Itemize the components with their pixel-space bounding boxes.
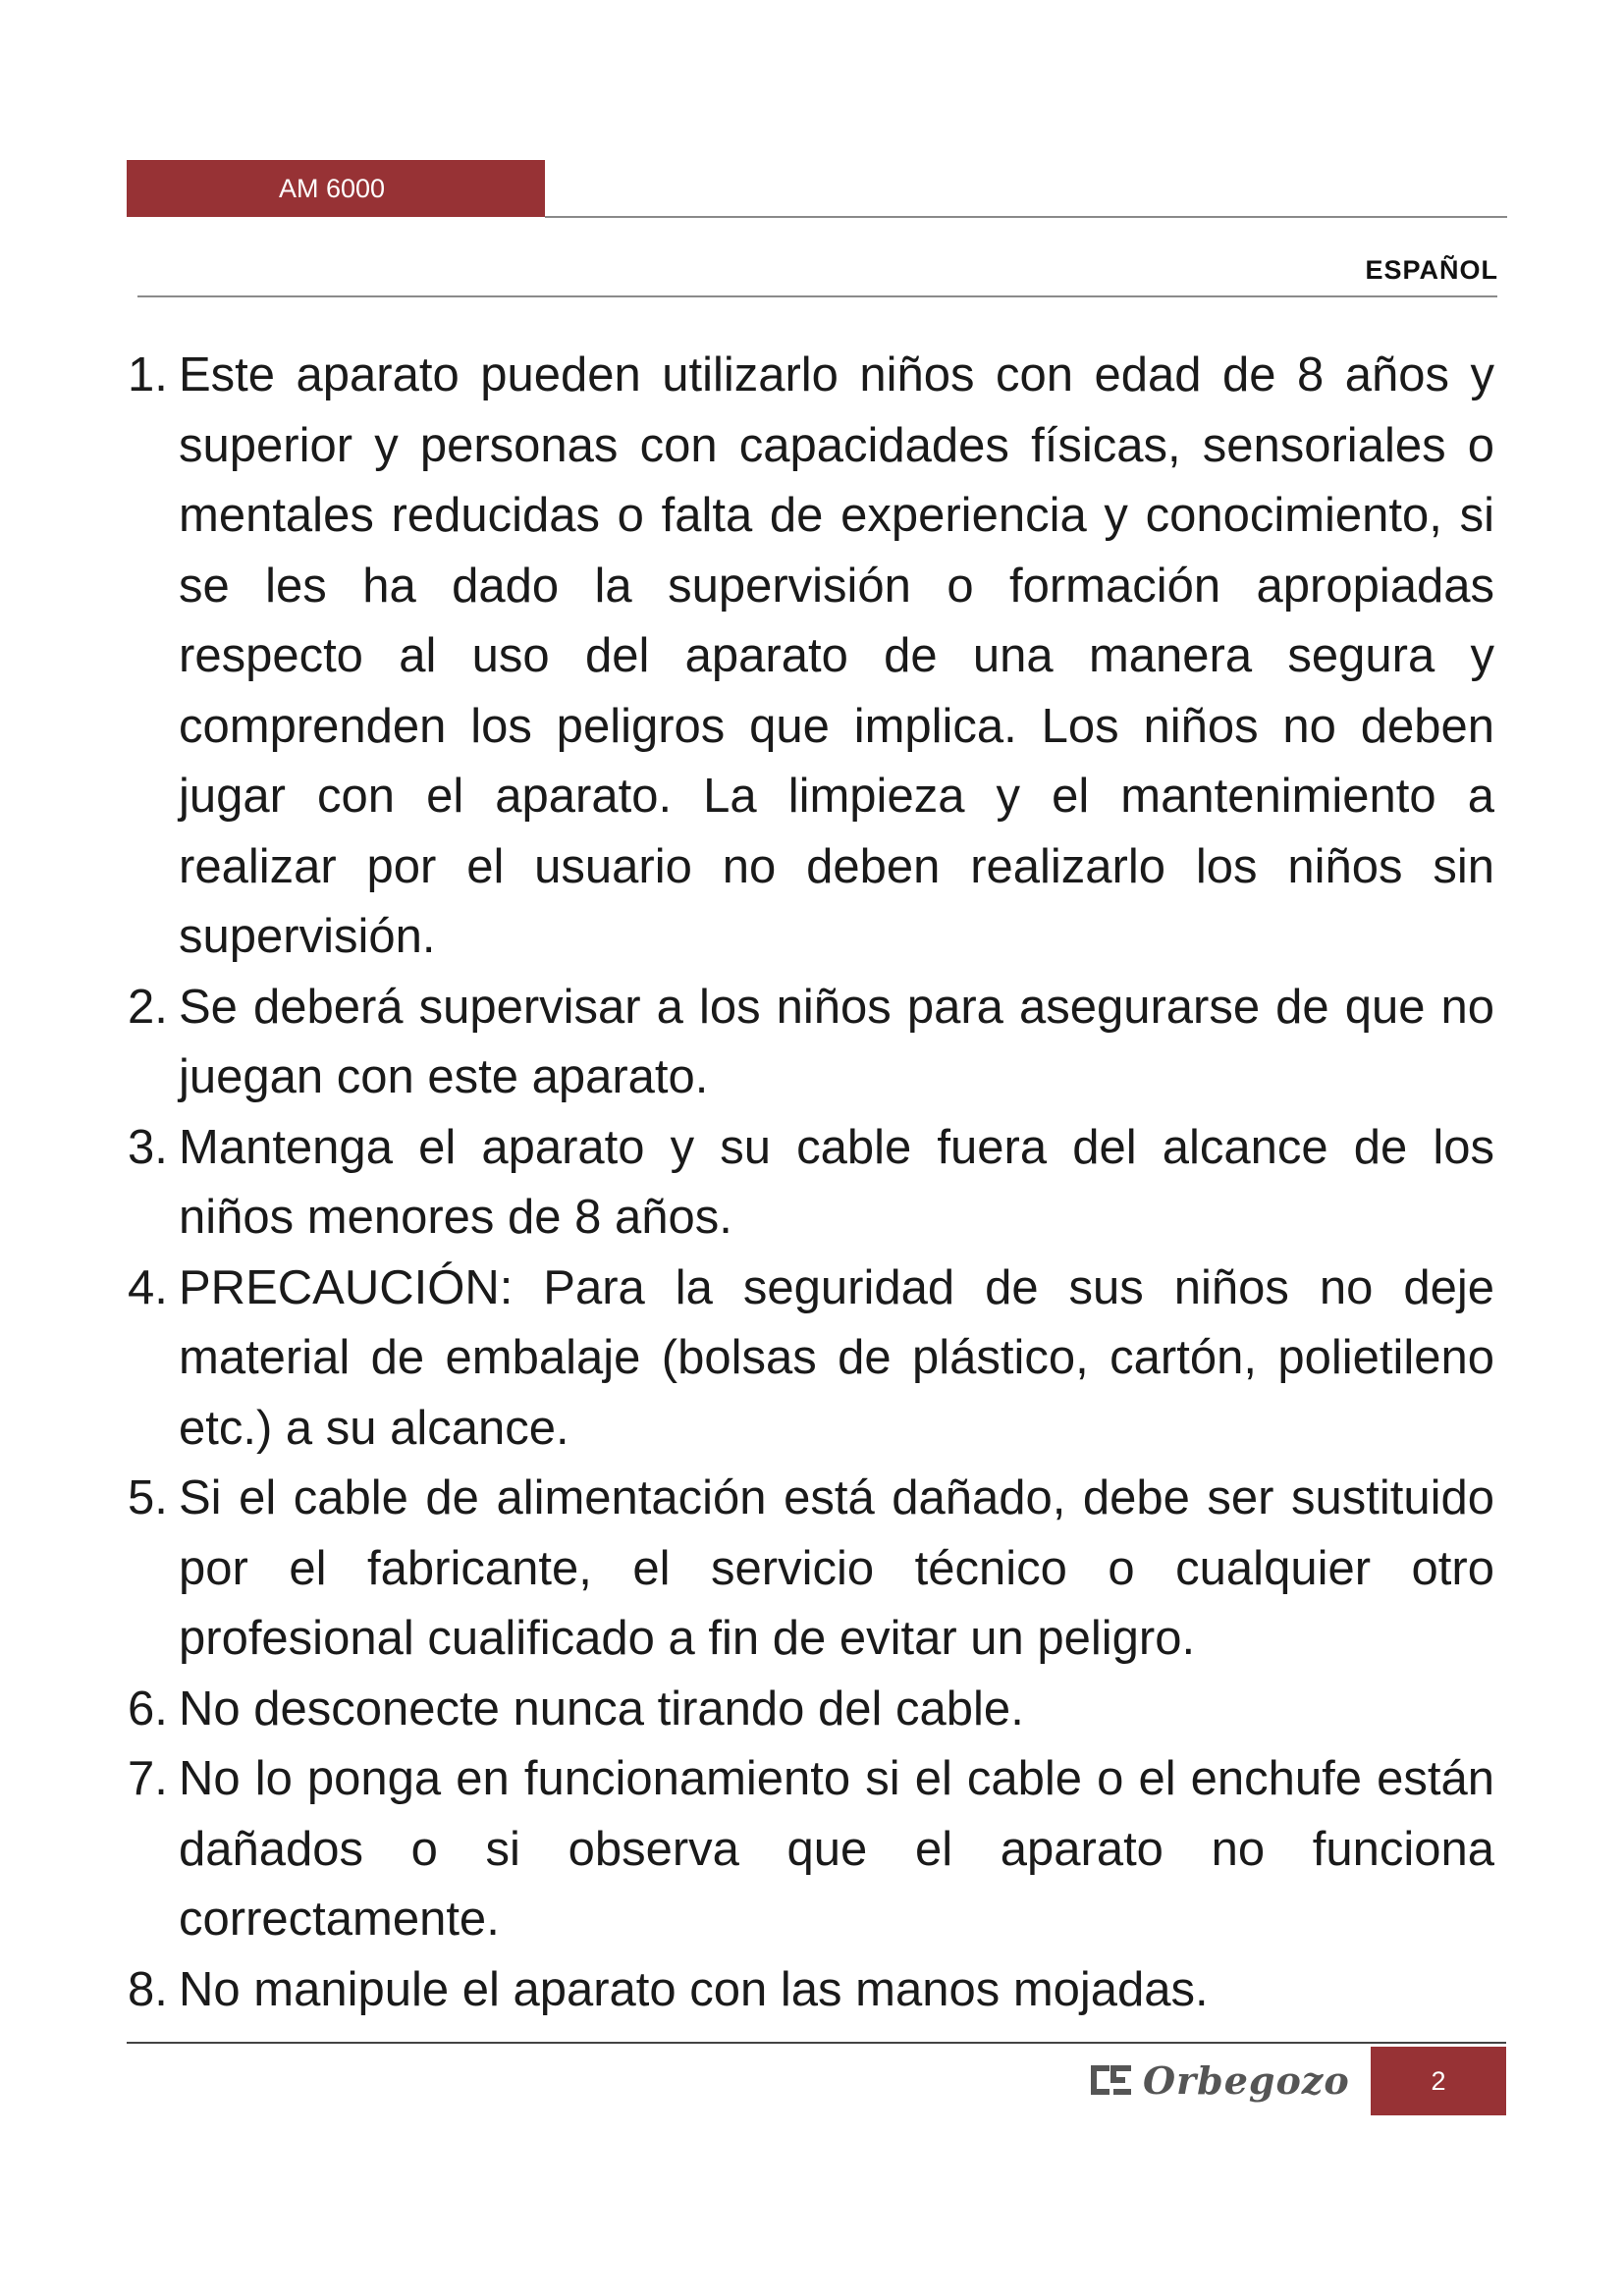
item-number: 3. <box>128 1120 168 1174</box>
footer-rule <box>127 2042 1506 2044</box>
header-rule <box>545 216 1507 218</box>
list-item <box>128 973 1494 1113</box>
item-text: Si el cable de alimentación está dañado, debe ser sustituido por el fabricante, el servicio técnico o cualquier otro profesional cualificado a fin de evitar un peligro. <box>179 1471 1494 1665</box>
model-tab <box>127 160 545 217</box>
list-item <box>128 1744 1494 1955</box>
model-label: AM 6000 <box>279 174 386 203</box>
brand-name: Orbegozo <box>1143 2057 1350 2103</box>
list-item <box>128 1113 1494 1254</box>
language-rule <box>137 295 1497 297</box>
list-item <box>128 1955 1494 2026</box>
item-text: No desconecte nunca tirando del cable. <box>179 1682 1024 1735</box>
list-item <box>128 1675 1494 1745</box>
item-text: PRECAUCIÓN: Para la seguridad de sus niños no deje material de embalaje (bolsas de plástico, cartón, polietileno etc.) a su alcance. <box>179 1260 1494 1455</box>
item-number: 6. <box>128 1682 168 1735</box>
item-text: Este aparato pueden utilizarlo niños con edad de 8 años y superior y personas con capacidades físicas, sensoriales o mentales reducidas o falta de experiencia y conocimiento, si se les ha dado la supervisión o formación apropiadas respecto al uso del aparato de una manera segura y comprenden los peligros que implica. Los niños no deben jugar con el aparato. La limpieza y el mantenimiento a realizar por el usuario no deben realizarlo los niños sin supervisión. <box>179 348 1494 963</box>
safety-instructions-list <box>128 341 1494 2025</box>
page-number: 2 <box>1371 2047 1506 2115</box>
item-number: 8. <box>128 1962 168 2016</box>
item-text: No manipule el aparato con las manos mojadas. <box>179 1962 1209 2016</box>
item-number: 5. <box>128 1471 168 1524</box>
list-item <box>128 1254 1494 1465</box>
item-number: 2. <box>128 980 168 1034</box>
list-item <box>128 341 1494 973</box>
item-text: Se deberá supervisar a los niños para asegurarse de que no juegan con este aparato. <box>179 980 1494 1103</box>
language-label: ESPAÑOL <box>1365 255 1498 285</box>
item-text: Mantenga el aparato y su cable fuera del alcance de los niños menores de 8 años. <box>179 1120 1494 1244</box>
item-number: 4. <box>128 1260 168 1314</box>
item-text: No lo ponga en funcionamiento si el cable o el enchufe están dañados o si observa que el aparato no funciona correctamente. <box>179 1752 1494 1946</box>
brand-mark-icon <box>1090 2064 1133 2096</box>
list-item <box>128 1464 1494 1675</box>
item-number: 7. <box>128 1752 168 1805</box>
item-number: 1. <box>128 348 168 401</box>
brand-logo <box>1090 2056 1350 2105</box>
